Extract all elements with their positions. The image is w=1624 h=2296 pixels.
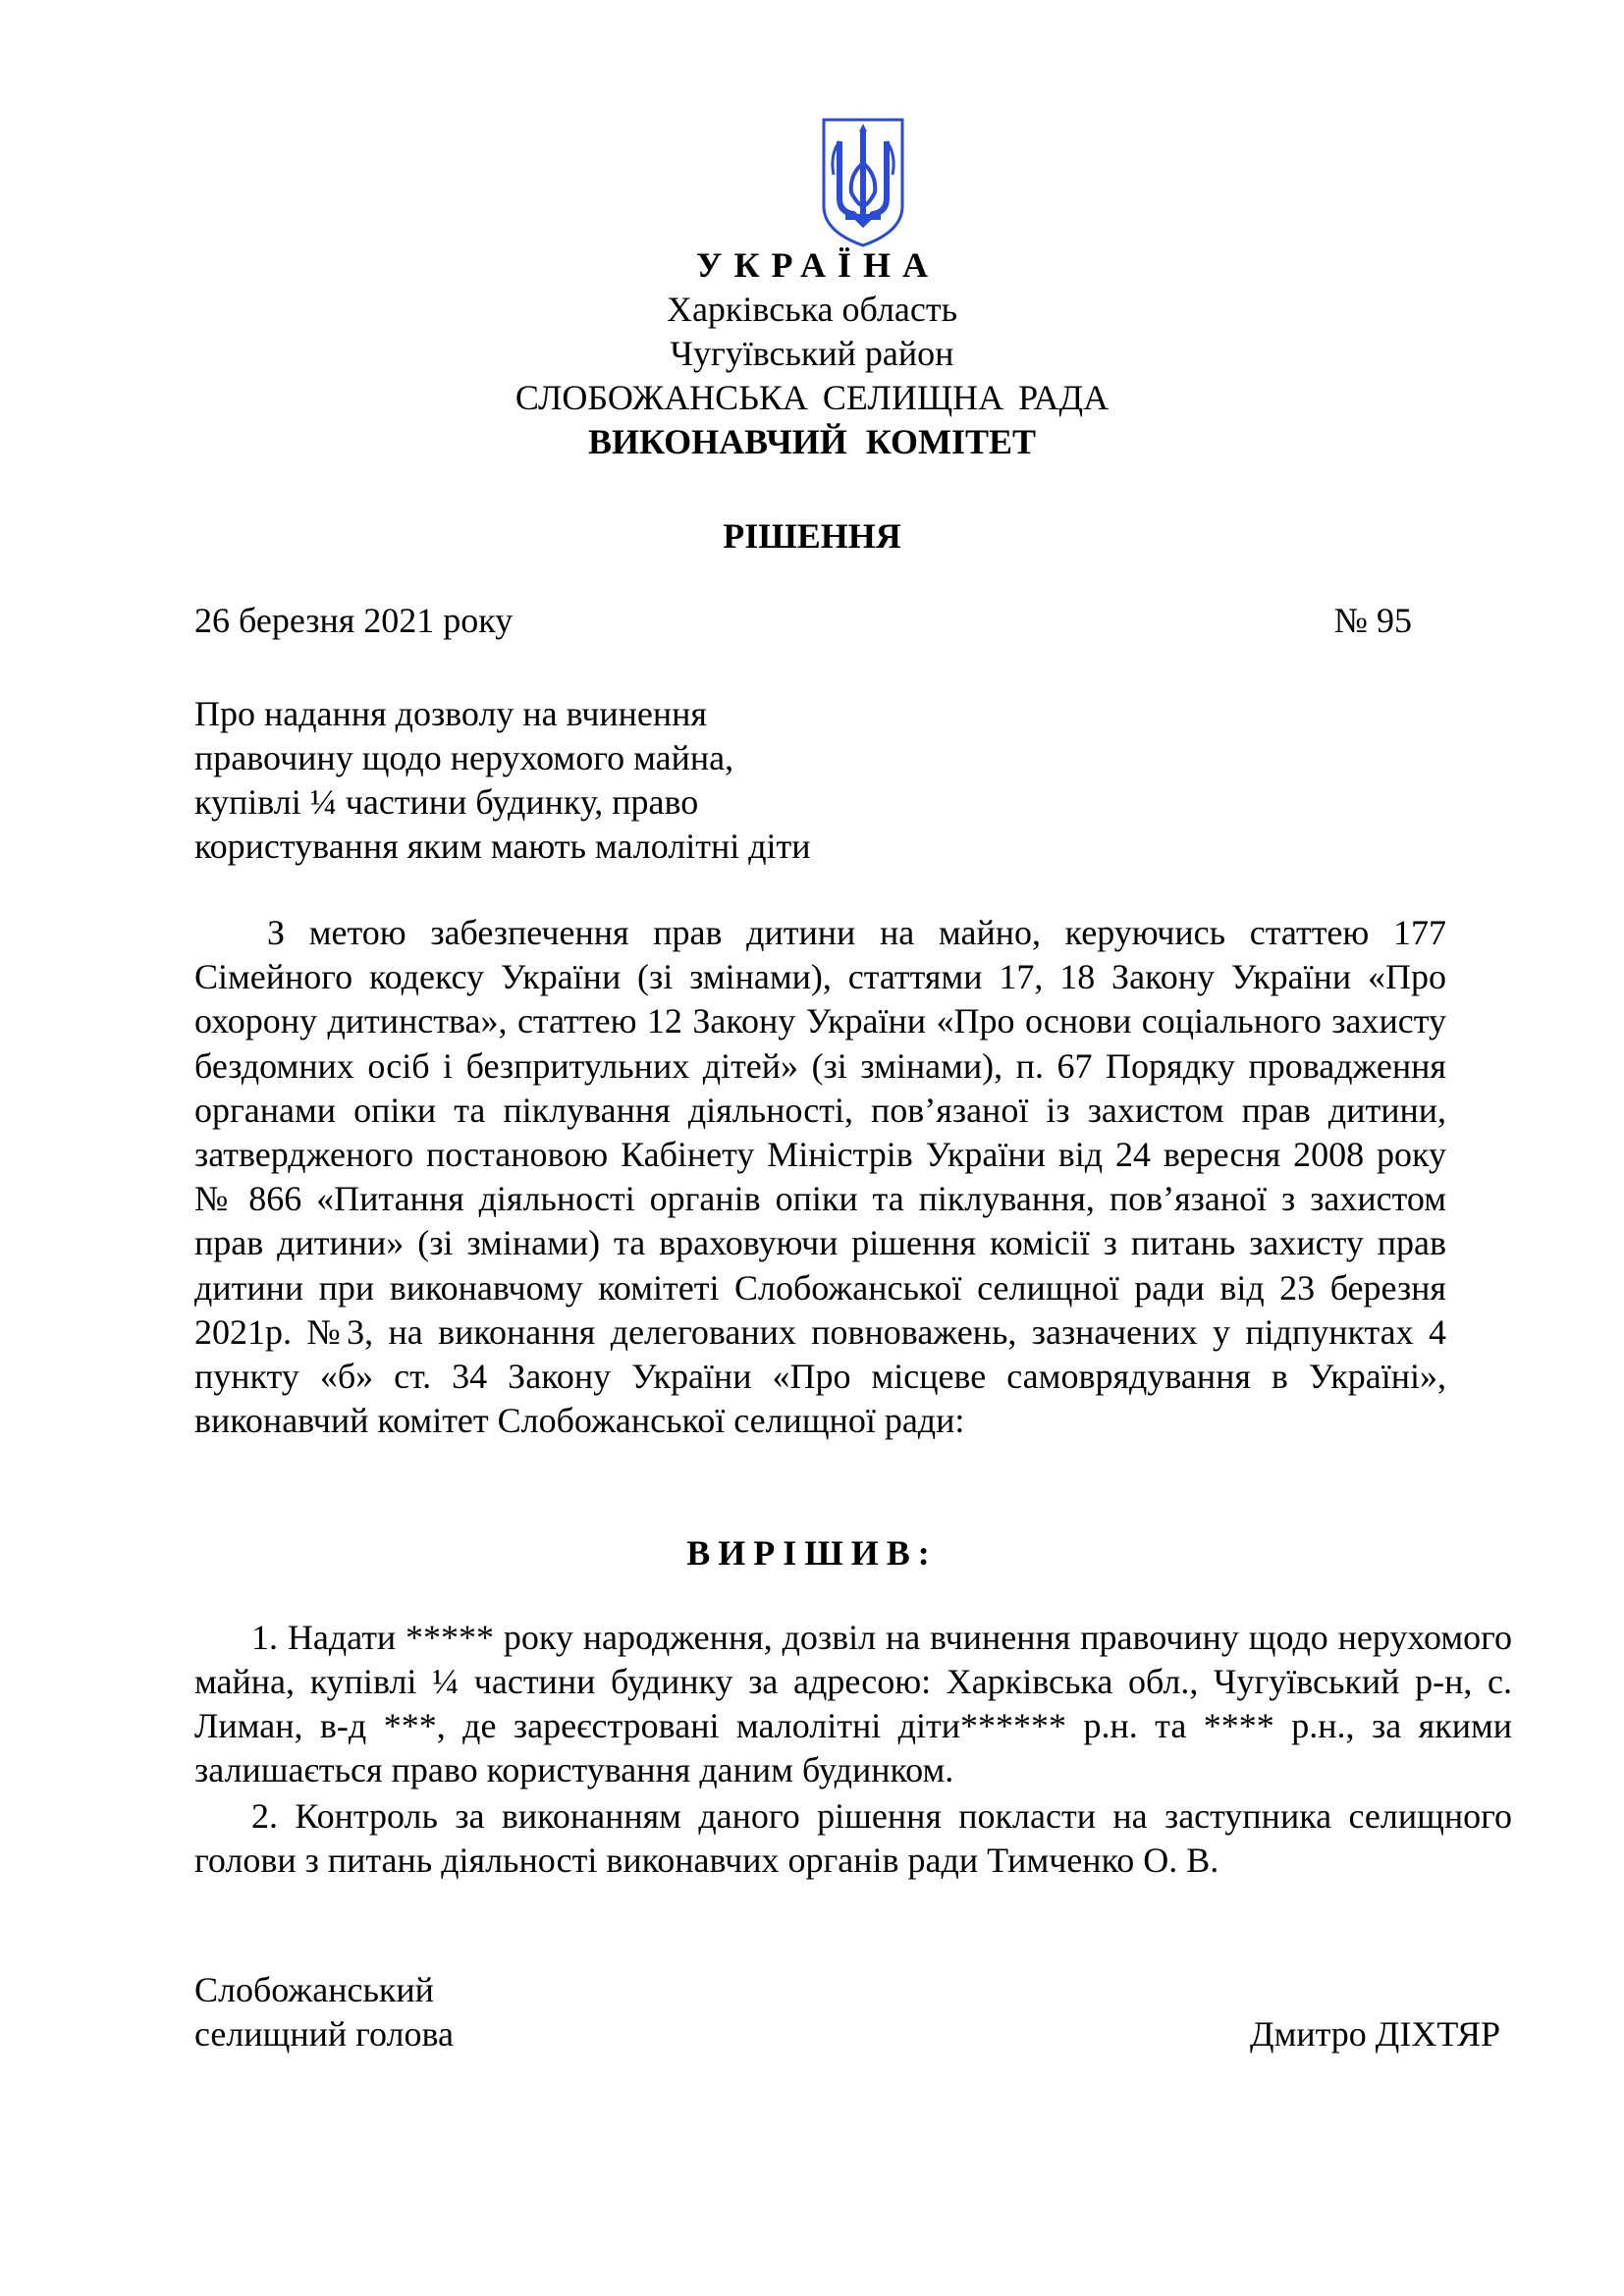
decision-item: 1. Надати ***** року народження, дозвіл на вчинення правочину щодо нерухомого майна, купівлі ¼ частини будинку за адресою: Харківська обл., Чугуївський р-н, с. Лиман, в-д ***, де зареєстровані малолітні діти****** р.н. та **** р.н., за якими залишається право користування даним будинком. — [194, 1618, 1512, 1789]
signer-name: Дмитро ДІХТЯР — [1250, 2014, 1500, 2054]
decision-subject — [194, 692, 811, 869]
decision-number: № 95 — [1333, 601, 1412, 640]
subject-line: користування яким мають малолітні діти — [194, 827, 811, 866]
subject-line: правочину щодо нерухомого майна, — [194, 738, 734, 777]
country-name: УКРАЇНА — [696, 245, 940, 285]
document-header — [0, 243, 1624, 464]
signer-position: Слобожанський — [194, 1970, 434, 2009]
district-name: Чугуївський район — [670, 334, 954, 373]
resolved-heading: ВИРІШИВ: — [686, 1533, 938, 1573]
decision-items — [194, 1616, 1512, 1883]
decision-title: РІШЕННЯ — [723, 516, 901, 556]
decision-item: 2. Контроль за виконанням даного рішення покласти на заступника селищного голови з питань діяльності виконавчих органів ради Тимченко О. В. — [194, 1796, 1512, 1880]
decision-date: 26 березня 2021 року — [194, 601, 514, 640]
subject-line: купівлі ¼ частини будинку, право — [194, 782, 699, 822]
signature-block — [194, 1968, 1500, 2066]
region-name: Харківська область — [666, 290, 958, 329]
ukraine-trident-icon — [820, 116, 906, 249]
subject-line: Про надання дозволу на вчинення — [194, 694, 707, 733]
preamble-paragraph: З метою забезпечення прав дитини на майно, керуючись статтею 177 Сімейного кодексу України (зі змінами), статтями 17, 18 Закону України «Про охорону дитинства», статтею 12 Закону України «Про основи соціального захисту бездомних осіб і безпритульних дітей» (зі змінами), п. 67 Порядку провадження органами опіки та піклування діяльності, пов’язаної із захистом прав дитини, затвердженого постановою Кабінету Міністрів України від 24 вересня 2008 року № 866 «Питання діяльності органів опіки та піклування, пов’язаної з захистом прав дитини» (зі змінами) та враховуючи рішення комісії з питань захисту прав дитини при виконавчому комітеті Слобожанської селищної ради від 23 березня 2021р. №3, на виконання делегованих повноважень, зазначених у підпунктах 4 пункту «б» ст. 34 Закону України «Про місцеве самоврядування в Україні», виконавчий комітет Слобожанської селищної ради: — [194, 913, 1446, 1441]
signer-position: селищний голова — [194, 2014, 455, 2054]
committee-name: ВИКОНАВЧИЙ КОМІТЕТ — [587, 422, 1037, 461]
council-name: СЛОБОЖАНСЬКА СЕЛИЩНА РАДА — [514, 378, 1110, 417]
